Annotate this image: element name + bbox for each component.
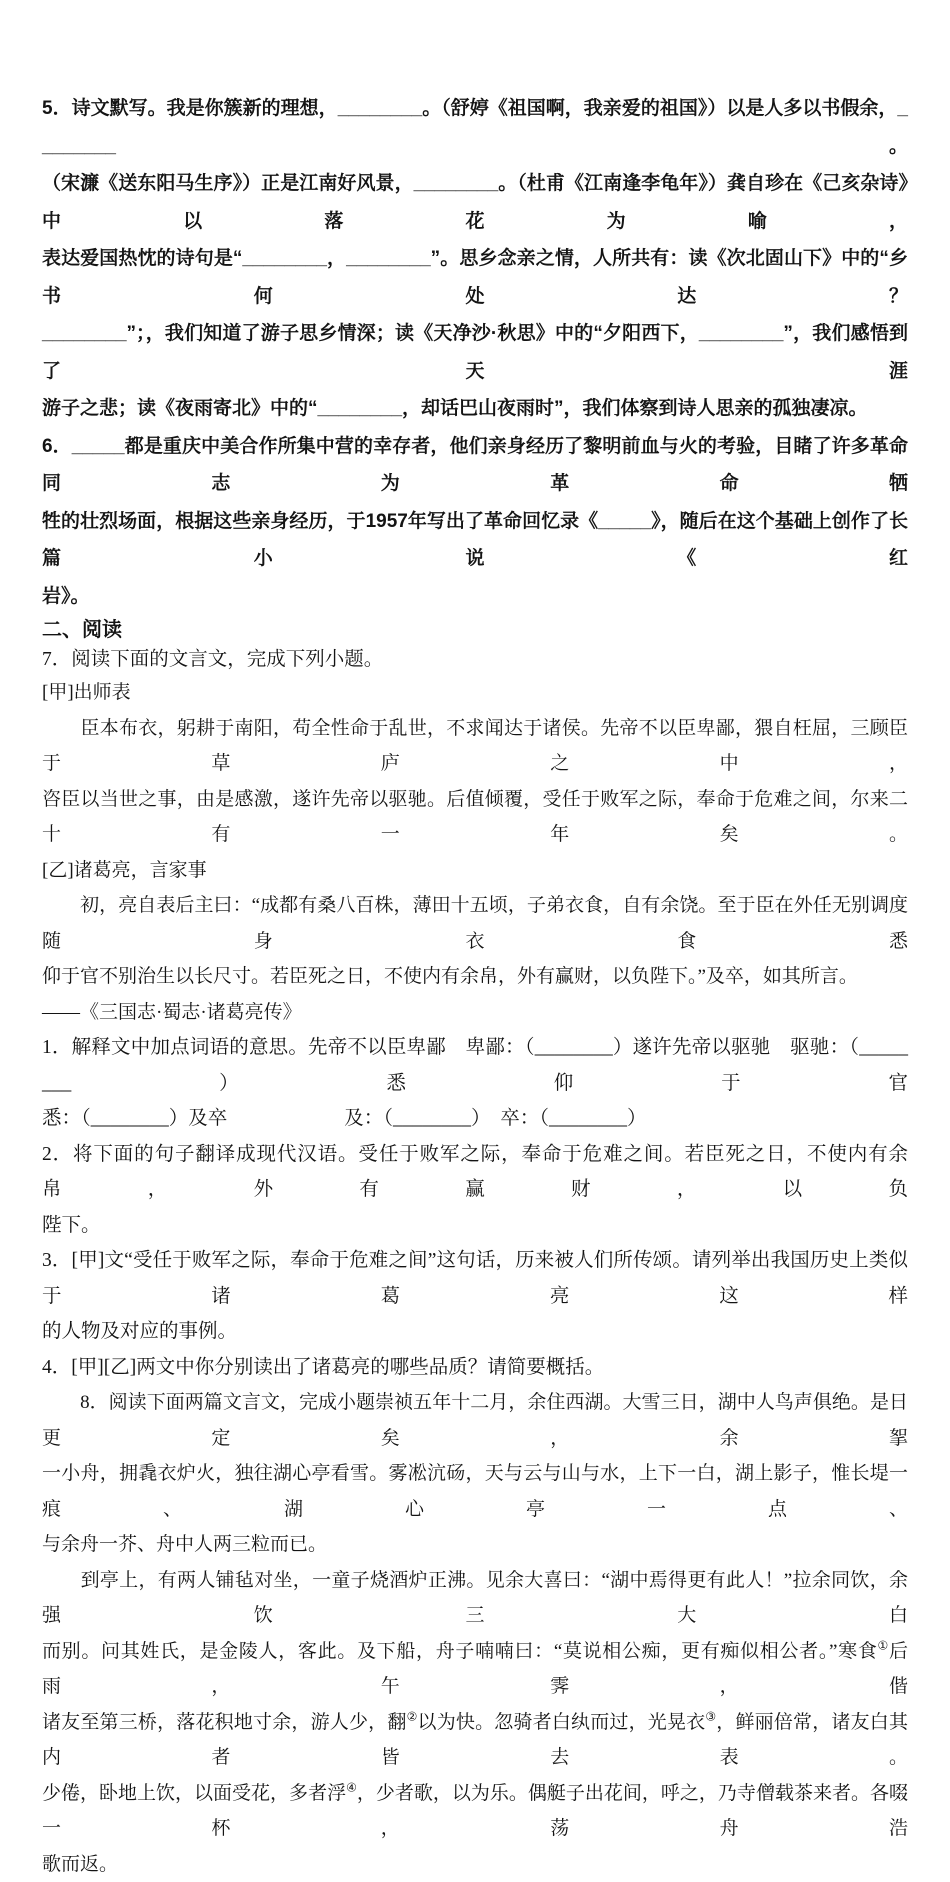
passage-jia-text [42,711,908,853]
text-line: 2．将下面的句子翻译成现代汉语。受任于败军之际，奉命于危难之间。若臣死之日，不使内有余帛，外有赢财，以负 [42,1137,908,1208]
text-line: 与余舟一芥、舟中人两三粒而已。 [42,1527,908,1563]
sub-question-4 [42,1350,908,1386]
footnote-marker: ③ [705,1709,716,1723]
text-line: 5．诗文默写。我是你簇新的理想，________。（舒婷《祖国啊，我亲爱的祖国》）以是人多以书假余，________。 [42,90,908,165]
text-line: 3．[甲]文“受任于败军之际，奉命于危难之间”这句话，历来被人们所传颂。请列举出我国历史上类似于诸葛亮这样 [42,1243,908,1314]
question-8-passage-2 [42,1563,908,1882]
text-line: 一小舟，拥毳衣炉火，独往湖心亭看雪。雾凇沆砀，天与云与山与水，上下一白，湖上影子，惟长堤一痕、湖心亭一点、 [42,1456,908,1527]
text-line: 少倦，卧地上饮，以面受花，多者浮④，少者歌，以为乐。偶艇子出花间，呼之，乃寺僧载茶来者。各啜一杯，荡舟浩 [42,1776,908,1847]
text-line: 的人物及对应的事例。 [42,1314,908,1350]
text-line: 咨臣以当世之事，由是感激，遂许先帝以驱驰。后值倾覆，受任于败军之际，奉命于危难之间，尔来二十有一年矣。 [42,782,908,853]
text-line: 8．阅读下面两篇文言文，完成小题崇祯五年十二月，余住西湖。大雪三日，湖中人鸟声俱绝。是日更定矣，余挐 [42,1385,908,1456]
text-line: 表达爱国热忱的诗句是“________，________”。思乡念亲之情，人所共有：读《次北固山下》中的“乡书何处达？ [42,240,908,315]
passage-yi-title [42,853,908,889]
text-line: 二、阅读 [42,615,908,645]
text-line: 1．解释文中加点词语的意思。先帝不以臣卑鄙 卑鄙：（________）遂许先帝以驱驰 驱驰：（________）悉仰于官 [42,1030,908,1101]
text-line: 4．[甲][乙]两文中你分别读出了诸葛亮的哪些品质？请简要概括。 [42,1350,908,1386]
text-line: 初，亮自表后主曰：“成都有桑八百株，薄田十五顷，子弟衣食，自有余饶。至于臣在外任无别调度随身衣食悉 [42,888,908,959]
text-line: 而别。问其姓氏，是金陵人，客此。及下船，舟子喃喃曰：“莫说相公痴，更有痴似相公者。”寒食①后雨，午霁，偕 [42,1634,908,1705]
passage-yi-source [42,995,908,1031]
text-line: 游子之悲；读《夜雨寄北》中的“________，却话巴山夜雨时”，我们体察到诗人思亲的孤独凄凉。 [42,390,908,428]
sub-question-1 [42,1030,908,1137]
text-line: 岩》。 [42,578,908,616]
text-line: 陛下。 [42,1208,908,1244]
text-line: 臣本布衣，躬耕于南阳，苟全性命于乱世，不求闻达于诸侯。先帝不以臣卑鄙，猥自枉屈，三顾臣于草庐之中， [42,711,908,782]
section-header-reading [42,615,908,645]
footnote-marker: ④ [346,1780,357,1794]
text-line: 7．阅读下面的文言文，完成下列小题。 [42,645,908,675]
footnote-marker: ① [878,1638,889,1652]
question-8-passage-1 [42,1385,908,1563]
text-line: 到亭上，有两人铺毡对坐，一童子烧酒炉正沸。见余大喜曰：“湖中焉得更有此人！”拉余同饮，余强饮三大白 [42,1563,908,1634]
sub-question-3 [42,1243,908,1350]
text-line: 悉：（________）及卒 及：（________） 卒：（________） [42,1101,908,1137]
question-7-stem [42,645,908,675]
text-line: 歌而返。 [42,1847,908,1882]
passage-jia-title [42,675,908,711]
text-line: [甲]出师表 [42,675,908,711]
document-body [42,90,908,1882]
text-line: （宋濂《送东阳马生序》）正是江南好风景，________。（杜甫《江南逢李龟年》）龚自珍在《己亥杂诗》中以落花为喻， [42,165,908,240]
text-line: ________”；，我们知道了游子思乡情深；读《天净沙·秋思》中的“夕阳西下，________”，我们感悟到了天涯 [42,315,908,390]
text-line: 6．_____都是重庆中美合作所集中营的幸存者，他们亲身经历了黎明前血与火的考验，目睹了许多革命同志为革命牺 [42,428,908,503]
footnote-marker: ② [407,1709,418,1723]
text-line: ——《三国志·蜀志·诸葛亮传》 [42,995,908,1031]
text-line: 仰于官不别治生以长尺寸。若臣死之日，不使内有余帛，外有赢财，以负陛下。”及卒，如其所言。 [42,959,908,995]
passage-yi-text [42,888,908,995]
sub-question-2 [42,1137,908,1244]
question-5 [42,90,908,428]
text-line: 诸友至第三桥，落花积地寸余，游人少，翻②以为快。忽骑者白纨而过，光晃衣③，鲜丽倍常，诸友白其内者皆去表。 [42,1705,908,1776]
question-6 [42,428,908,616]
text-line: 牲的壮烈场面，根据这些亲身经历，于1957年写出了革命回忆录《_____》，随后在这个基础上创作了长篇小说《红 [42,503,908,578]
text-line: [乙]诸葛亮，言家事 [42,853,908,889]
